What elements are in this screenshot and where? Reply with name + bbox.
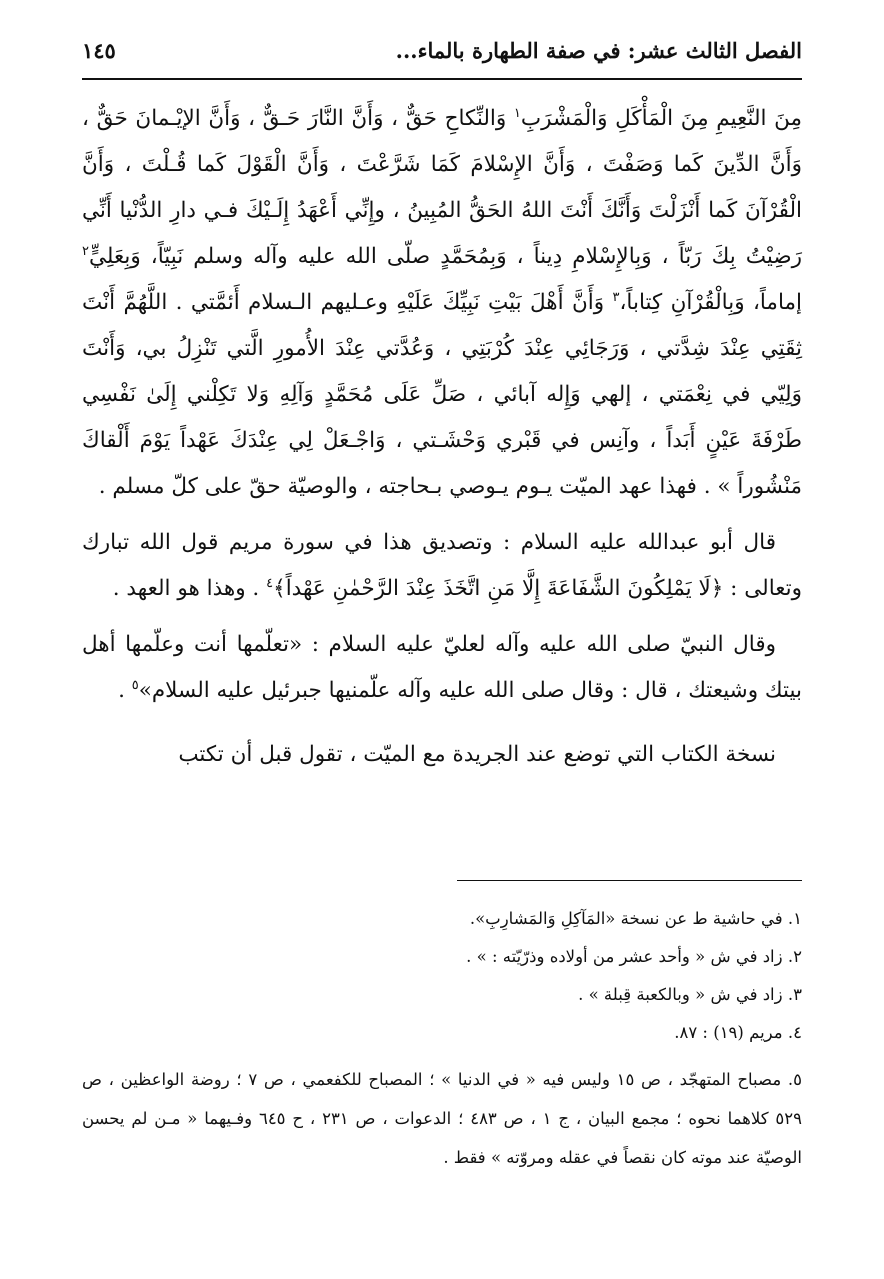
paragraph-2-part-a: قال أبو عبدالله عليه السلام : وتصديق هذا في سورة مريم قول الله تبارك وتعالى : ﴿لَا يَمْلِكُونَ الشَّفَاعَةَ إِلَّا مَنِ اتَّخَذَ عِنْدَ الرَّحْمٰنِ عَهْداً﴾	[82, 530, 802, 601]
footnote-1	[82, 900, 802, 938]
paragraph-3-part-b: .	[118, 678, 132, 703]
paragraph-1-part-d: وَأَنَّ أَهْلَ بَيْتِ نَبِيِّكَ عَلَيْهِ وعـليهم الـسلام أَئمَّتي . اللَّهُمَّ أَنْتَ ثِقَتِي عِنْدَ شِدَّتي ، وَرَجَائِي عِنْدَ كُرْبَتِي ، وَعُدَّتي عِنْدَ الأُمورِ الَّتي تَنْزِلُ بي، وَأَنْتَ وَلِيّي في نِعْمَتي ، إلهي وَإِله آبائي ، صَلِّ عَلَى مُحَمَّدٍ وَآلِهِ وَلا تَكِلْني إِلَىٰ نَفْسِي طَرْفَةَ عَيْنٍ أَبَداً ، وآنِس في قَبْري وَحْشَـتي ، وَاجْـعَلْ لِي عِنْدَكَ عَهْداً يَوْمَ أَلْقاكَ مَنْشُوراً » . فهذا عهد الميّت يـوم يـوصي بـحاجته ، والوصيّة حقّ على كلّ مسلم .	[82, 290, 802, 499]
paragraph-4: نسخة الكتاب التي توضع عند الجريدة مع الميّت ، تقول قبل أن تكتب	[178, 742, 776, 767]
paragraph-3	[82, 622, 802, 714]
paragraph-3-part-a: وقال النبيّ صلى الله عليه وآله لعليّ عليه السلام : «تعلّمها أنت وعلّمها أهل بيتك وشيعتك ، قال : وقال صلى الله عليه وآله علّمنيها جبرئيل عليه السلام»	[82, 632, 802, 703]
footnote-5	[82, 1060, 802, 1177]
footnote-text: زاد في ش « وبالكعبة قِبلة » .	[578, 985, 783, 1004]
footnote-number: ٢.	[787, 947, 802, 966]
footnotes	[82, 900, 802, 1177]
footnote-3	[82, 976, 802, 1014]
paragraph-1-part-a: مِنَ النَّعِيمِ مِنَ الْمَأْكَلِ وَالْمَشْرَبِ	[520, 106, 802, 131]
footnote-ref-5[interactable]: ٥	[131, 677, 139, 693]
footnote-ref-1[interactable]: ١	[513, 105, 521, 121]
footnote-number: ٥.	[787, 1070, 802, 1089]
chapter-title: الفصل الثالث عشر: في صفة الطهارة بالماء...	[395, 37, 802, 63]
running-head	[82, 30, 802, 70]
header-rule	[82, 78, 802, 80]
footnote-text: مريم (١٩) : ٨٧.	[674, 1023, 783, 1042]
footnote-2	[82, 938, 802, 976]
paragraph-2	[82, 520, 802, 612]
footnote-text: في حاشية ط عن نسخة «المَآكِلِ وَالمَشارِبِ».	[469, 909, 783, 928]
footnote-ref-2[interactable]: ٢	[82, 243, 89, 259]
paragraph-2-part-b: . وهذا هو العهد .	[112, 576, 267, 601]
footnote-number: ١.	[787, 909, 802, 928]
footnote-number: ٤.	[787, 1023, 802, 1042]
footnote-ref-4[interactable]: ٤	[266, 575, 274, 591]
footnote-text: زاد في ش « وأحد عشر من أولاده وذرّيّته : » .	[466, 947, 783, 966]
paragraph-1-part-c: إماماً، وَبِالْقُرْآنِ كِتاباً،	[619, 290, 802, 315]
footnote-4	[82, 1014, 802, 1052]
footnote-rule	[457, 880, 802, 881]
paragraph-1-part-b: وَالنِّكاحِ حَقٌّ ، وَأَنَّ النَّارَ حَـقٌّ ، وَأَنَّ الإيْـمانَ حَقٌّ ، وَأَنَّ الدِّينَ كَما وَصَفْتَ ، وَأَنَّ الإِسْلامَ كَمَا شَرَّعْتَ ، وَأَنَّ الْقَوْلَ كَما قُـلْتَ ، وَأَنَّ الْقُرْآنَ كَما أَنْزَلْتَ وَأَنَّكَ أَنْتَ اللهُ الحَقُّ المُبِينُ ، وإِنِّي أَعْهَدُ إِلَـيْكَ فـي دارِ الدُّنْيا أَنِّي رَضِيْتُ بِكَ رَبّاً ، وَبِالإِسْلامِ دِيناً ، وَبِمُحَمَّدٍ صلّى الله عليه وآله وسلم نَبِيّاً، وَبِعَلِيٍّ	[82, 106, 802, 269]
page-number: ١٤٥	[82, 37, 116, 63]
paragraph-1	[82, 96, 802, 510]
footnote-number: ٣.	[787, 985, 802, 1004]
footnote-ref-3[interactable]: ٣	[612, 289, 620, 305]
main-text	[82, 96, 802, 778]
footnote-text: مصباح المتهجّد ، ص ١٥ وليس فيه « في الدنيا » ؛ المصباح للكفعمي ، ص ٧ ؛ روضة الواعظين ، ص ٥٢٩ كلاهما نحوه ؛ مجمع البيان ، ج ١ ، ص ٤٨٣ ؛ الدعوات ، ص ٢٣١ ، ح ٦٤٥ وفـيهما « مـن لم يحسن الوصيّة عند موته كان نقصاً في عقله ومروّته » فقط .	[82, 1070, 803, 1167]
